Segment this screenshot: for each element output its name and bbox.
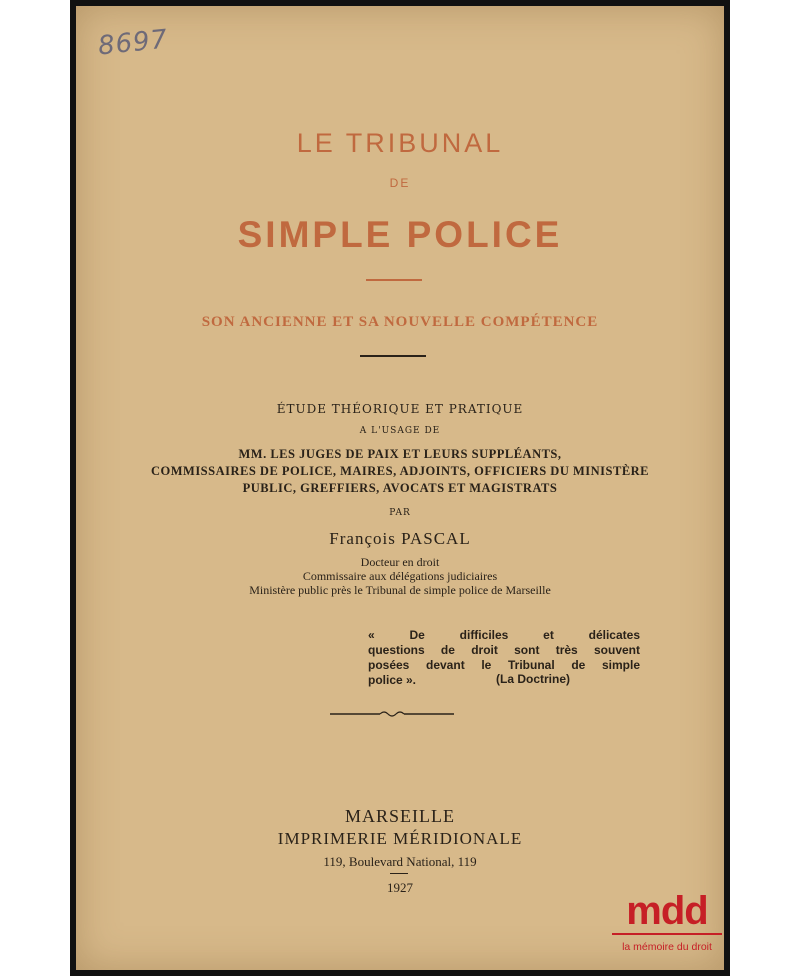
study-heading: ÉTUDE THÉORIQUE ET PRATIQUE <box>276 402 524 416</box>
subtitle-rule <box>360 355 426 357</box>
title-line-1: LE TRIBUNAL <box>296 128 504 158</box>
audience-line: MM. LES JUGES DE PAIX ET LEURS SUPPLÉANTS, <box>238 447 562 461</box>
epigraph-line: posées devant le Tribunal de simple <box>368 658 640 672</box>
shelfmark: 8697 <box>96 24 170 62</box>
credential-line: Docteur en droit <box>360 555 440 569</box>
epigraph-line: questions de droit sont très souvent <box>368 643 640 657</box>
ornament-divider <box>330 709 454 719</box>
credential-line: Commissaire aux délégations judiciaires <box>302 569 498 583</box>
mdd-logo <box>612 891 722 953</box>
imprint-address: 119, Boulevard National, 119 <box>323 854 477 869</box>
byline: PAR <box>389 508 411 518</box>
logo-tagline: la mémoire du droit <box>622 941 712 953</box>
audience <box>76 446 724 497</box>
audience-line: COMMISSAIRES DE POLICE, MAIRES, ADJOINTS, OFFICIERS DU MINISTÈRE <box>150 464 650 478</box>
book-cover <box>76 6 724 970</box>
author-name: François PASCAL <box>329 529 471 548</box>
title-rule <box>366 279 422 281</box>
imprint-year: 1927 <box>387 880 413 895</box>
usage-label: A L'USAGE DE <box>359 426 441 436</box>
imprint-printer: IMPRIMERIE MÉRIDIONALE <box>277 829 523 848</box>
title-line-2: DE <box>389 176 411 190</box>
logo-brand: mdd <box>626 889 708 933</box>
credential-line: Ministère public près le Tribunal de simple police de Marseille <box>249 583 551 597</box>
epigraph-source: (La Doctrine) <box>496 672 571 686</box>
title-main: SIMPLE POLICE <box>237 214 563 255</box>
epigraph-line: « De difficiles et délicates <box>368 628 640 642</box>
subtitle: SON ANCIENNE ET SA NOUVELLE COMPÉTENCE <box>201 314 599 330</box>
audience-line: PUBLIC, GREFFIERS, AVOCATS ET MAGISTRATS <box>242 481 558 495</box>
epigraph-line: police ». <box>368 673 417 687</box>
imprint-city: MARSEILLE <box>345 806 455 826</box>
year-rule <box>390 873 408 874</box>
logo-rule <box>612 933 722 935</box>
author-credentials <box>76 555 724 597</box>
